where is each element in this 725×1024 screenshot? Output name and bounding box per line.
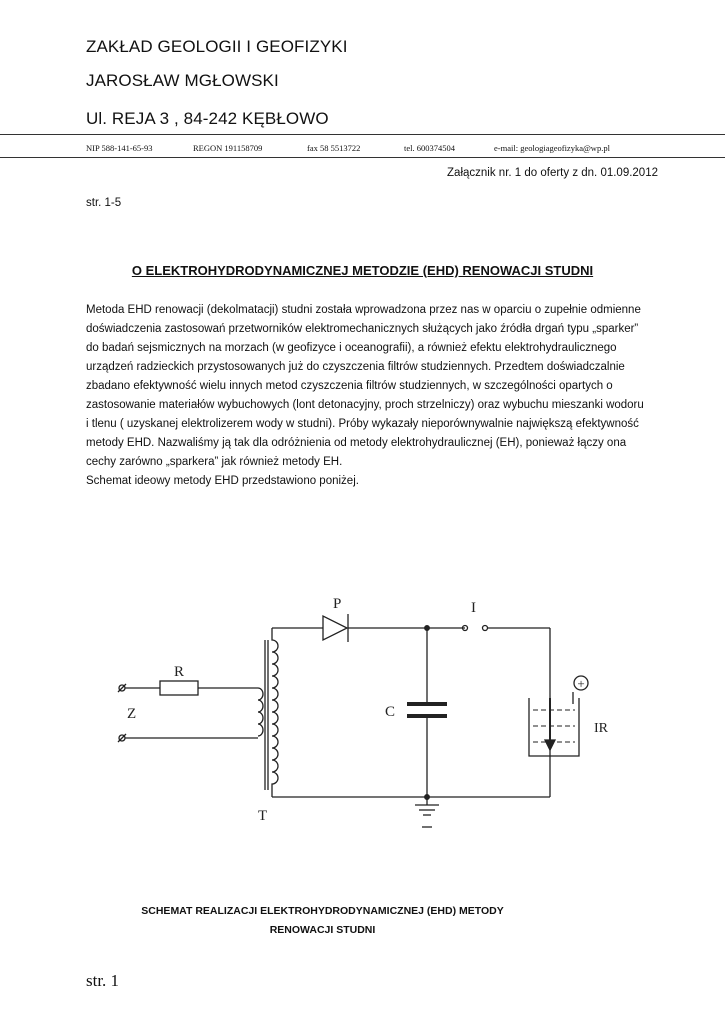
body-line: Schemat ideowy metody EHD przedstawiono poniżej. <box>86 475 359 487</box>
diode-label: P <box>333 596 342 612</box>
diagram-caption <box>0 902 645 940</box>
document-title: O ELEKTROHYDRODYNAMICZNEJ METODZIE (EHD) RENOWACJI STUDNI <box>131 263 594 278</box>
plus-sign: + <box>577 676 585 691</box>
source-terminals <box>118 684 258 742</box>
switch-symbol <box>463 626 551 631</box>
body-line: zbadano efektywność wielu innych metod czyszczenia filtrów studziennych, w szczególności opartych o <box>86 380 613 392</box>
body-line: doświadczenia zastosowań przetworników elektromechanicznych służących jako źródła drgań typu „sparker” <box>86 323 639 335</box>
regon-number: REGON 191158709 <box>193 143 263 153</box>
vessel-symbol <box>529 692 579 756</box>
caption-line: RENOWACJI STUDNI <box>269 924 376 936</box>
tel-number: tel. 600374504 <box>404 143 455 153</box>
body-line: i tlenu ( uzyskanej elektrolizerem wody w studni). Próby wykazały nieporównywalnie największą efektywność <box>86 418 639 430</box>
body-line: urządzeń radzieckich przystosowanych już do czyszczenia filtrów studziennych. Przedtem doświadczalnie <box>86 361 625 373</box>
capacitor-label: C <box>385 704 396 720</box>
nip-number: NIP 588-141-65-93 <box>86 143 153 153</box>
header-divider-bottom <box>0 157 725 158</box>
ground-symbol <box>415 797 439 827</box>
diode-symbol <box>323 614 348 642</box>
transformer-label: T <box>258 808 268 824</box>
switch-label: I <box>471 600 476 616</box>
header-divider-top <box>0 134 725 135</box>
resistor-symbol <box>160 681 258 695</box>
body-line: zastosowanie materiałów wybuchowych (lont detonacyjny, proch strzelniczy) oraz wybuchu mieszanki wodoru <box>86 399 644 411</box>
caption-line: SCHEMAT REALIZACJI ELEKTROHYDRODYNAMICZNEJ (EHD) METODY <box>141 905 504 917</box>
fax-number: fax 58 5513722 <box>307 143 361 153</box>
primary-winding <box>258 688 263 736</box>
email-address: e-mail: geologiageofizyka@wp.pl <box>494 143 610 153</box>
body-line: metody EHD. Nazwaliśmy ją tak dla odróżnienia od metody elektrohydraulicznej (EH), ponieważ łączy ona <box>86 437 627 449</box>
company-address: Ul. REJA 3 , 84-242 KĘBŁOWO <box>86 109 329 128</box>
resistor-label: R <box>174 664 185 680</box>
page-number: str. 1 <box>86 971 120 990</box>
company-name: ZAKŁAD GEOLOGII I GEOFIZYKI <box>86 37 348 56</box>
body-line: do badań sejsmicznych na morzach (w geofizyce i oceanografii), a również efektu elektrohydraulicznego <box>86 342 617 354</box>
owner-name: JAROSŁAW MGŁOWSKI <box>86 71 279 90</box>
secondary-winding <box>272 628 278 797</box>
body-paragraph <box>86 301 706 491</box>
capacitor-symbol <box>407 628 447 797</box>
vessel-label: IR <box>594 721 608 736</box>
body-line: Metoda EHD renowacji (dekolmatacji) studni została wprowadzona przez nas w oparciu o zupełnie odmienne <box>86 304 641 316</box>
page-range: str. 1-5 <box>86 197 122 209</box>
ehd-circuit-diagram <box>115 580 645 865</box>
attachment-note: Załącznik nr. 1 do oferty z dn. 01.09.2012 <box>447 167 658 179</box>
body-line: cechy zarówno „sparkera” jak również metody EH. <box>86 456 343 468</box>
source-label: Z <box>127 706 137 722</box>
